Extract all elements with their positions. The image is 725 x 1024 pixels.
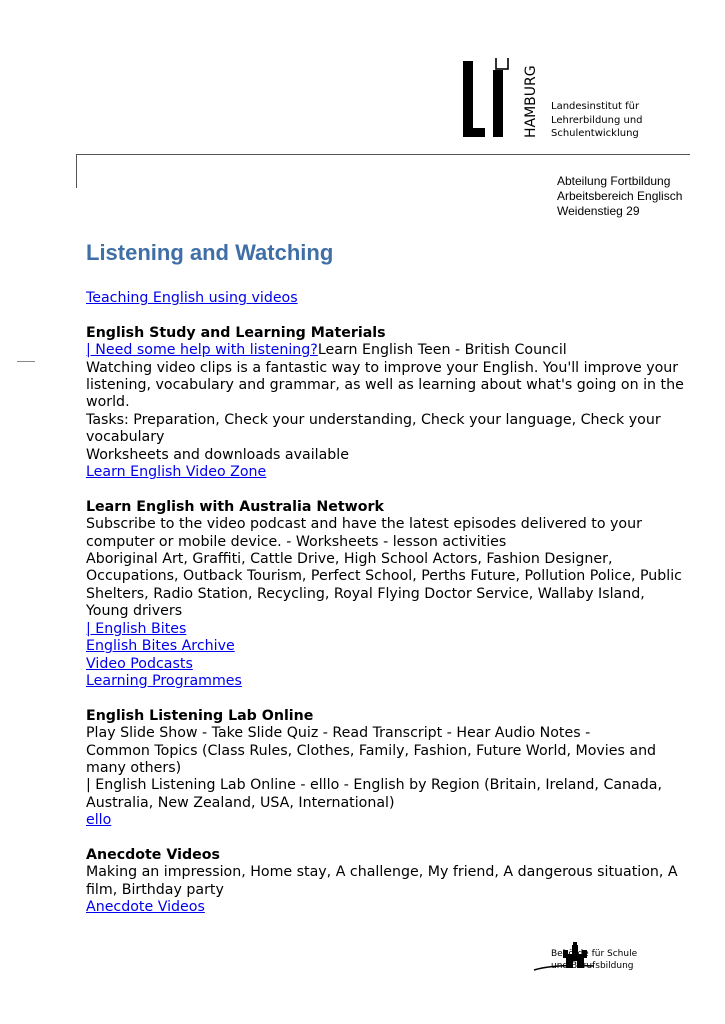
li-logo-mark bbox=[460, 58, 560, 144]
authority-name bbox=[551, 948, 637, 972]
study-link-line bbox=[86, 342, 696, 359]
hamburg-vertical-text bbox=[520, 58, 540, 144]
section-heading: Learn English with Australia Network bbox=[86, 498, 384, 515]
authority-line: und Berufsbildung bbox=[551, 961, 634, 971]
margin-mark bbox=[17, 361, 35, 362]
anecdote-videos-link[interactable]: Anecdote Videos bbox=[86, 899, 205, 916]
text-line: Common Topics (Class Rules, Clothes, Family, Fashion, Future World, Movies and bbox=[86, 742, 657, 759]
text-line: vocabulary bbox=[86, 429, 165, 446]
text-line: Making an impression, Home stay, A challenge, My friend, A dangerous situation, A bbox=[86, 864, 678, 881]
text-line: Australia, New Zealand, USA, International) bbox=[86, 794, 395, 811]
teaching-english-link[interactable]: Teaching English using videos bbox=[86, 290, 298, 306]
video-podcasts-link[interactable]: Video Podcasts bbox=[86, 655, 193, 672]
header-rule-left bbox=[76, 154, 77, 188]
text-line: listening, vocabulary and grammar, as well as learning about what's going on in the bbox=[86, 377, 684, 394]
text-line: Subscribe to the video podcast and have the latest episodes delivered to your bbox=[86, 516, 642, 533]
page-title: Listening and Watching bbox=[86, 240, 334, 265]
text-line: many others) bbox=[86, 759, 182, 776]
header-rule bbox=[76, 154, 690, 155]
text-line: film, Birthday party bbox=[86, 881, 224, 898]
department-line: Abteilung Fortbildung bbox=[557, 174, 671, 188]
text-line: Watching video clips is a fantastic way to improve your English. You'll improve your bbox=[86, 359, 679, 376]
svg-text:HAMBURG: HAMBURG bbox=[523, 65, 539, 138]
authority-line: Behörde für Schule bbox=[551, 949, 638, 959]
section-heading: English Study and Learning Materials bbox=[86, 324, 386, 341]
section-heading: Anecdote Videos bbox=[86, 846, 220, 863]
learning-programmes-link[interactable]: Learning Programmes bbox=[86, 672, 242, 689]
department-line: Arbeitsbereich Englisch bbox=[557, 189, 683, 203]
section-heading: English Listening Lab Online bbox=[86, 707, 314, 724]
institute-name bbox=[551, 100, 643, 141]
text-line: Shelters, Radio Station, Recycling, Royal Flying Doctor Service, Wallaby Island, bbox=[86, 585, 645, 602]
english-bites-archive-link[interactable]: English Bites Archive bbox=[86, 638, 235, 655]
ello-link[interactable]: ello bbox=[86, 812, 112, 829]
text-line: Aboriginal Art, Graffiti, Cattle Drive, High School Actors, Fashion Designer, bbox=[86, 551, 613, 568]
need-help-listening-link[interactable]: | Need some help with listening? bbox=[86, 342, 318, 359]
study-source-text: Learn English Teen - British Council bbox=[317, 342, 567, 359]
text-line: Worksheets and downloads available bbox=[86, 446, 349, 463]
institute-line: Schulentwicklung bbox=[551, 128, 639, 139]
text-line: computer or mobile device. - Worksheets - lesson activities bbox=[86, 533, 507, 550]
text-line: | English Listening Lab Online - elllo - English by Region (Britain, Ireland, Canada, bbox=[86, 777, 662, 794]
department-line: Weidenstieg 29 bbox=[557, 204, 640, 218]
video-zone-link[interactable]: Learn English Video Zone bbox=[86, 464, 267, 481]
text-line: Occupations, Outback Tourism, Perfect School, Perths Future, Pollution Police, Public bbox=[86, 568, 682, 585]
document-body bbox=[86, 238, 696, 917]
institute-line: Lehrerbildung und bbox=[551, 114, 643, 126]
text-line: Young drivers bbox=[86, 603, 183, 620]
department-address bbox=[557, 174, 682, 219]
text-line: world. bbox=[86, 394, 130, 411]
institute-line: Landesinstitut für bbox=[551, 101, 640, 112]
english-bites-link[interactable]: | English Bites bbox=[86, 620, 187, 637]
text-line: Tasks: Preparation, Check your understanding, Check your language, Check your bbox=[86, 411, 661, 428]
text-line: Play Slide Show - Take Slide Quiz - Read Transcript - Hear Audio Notes - bbox=[86, 725, 591, 742]
